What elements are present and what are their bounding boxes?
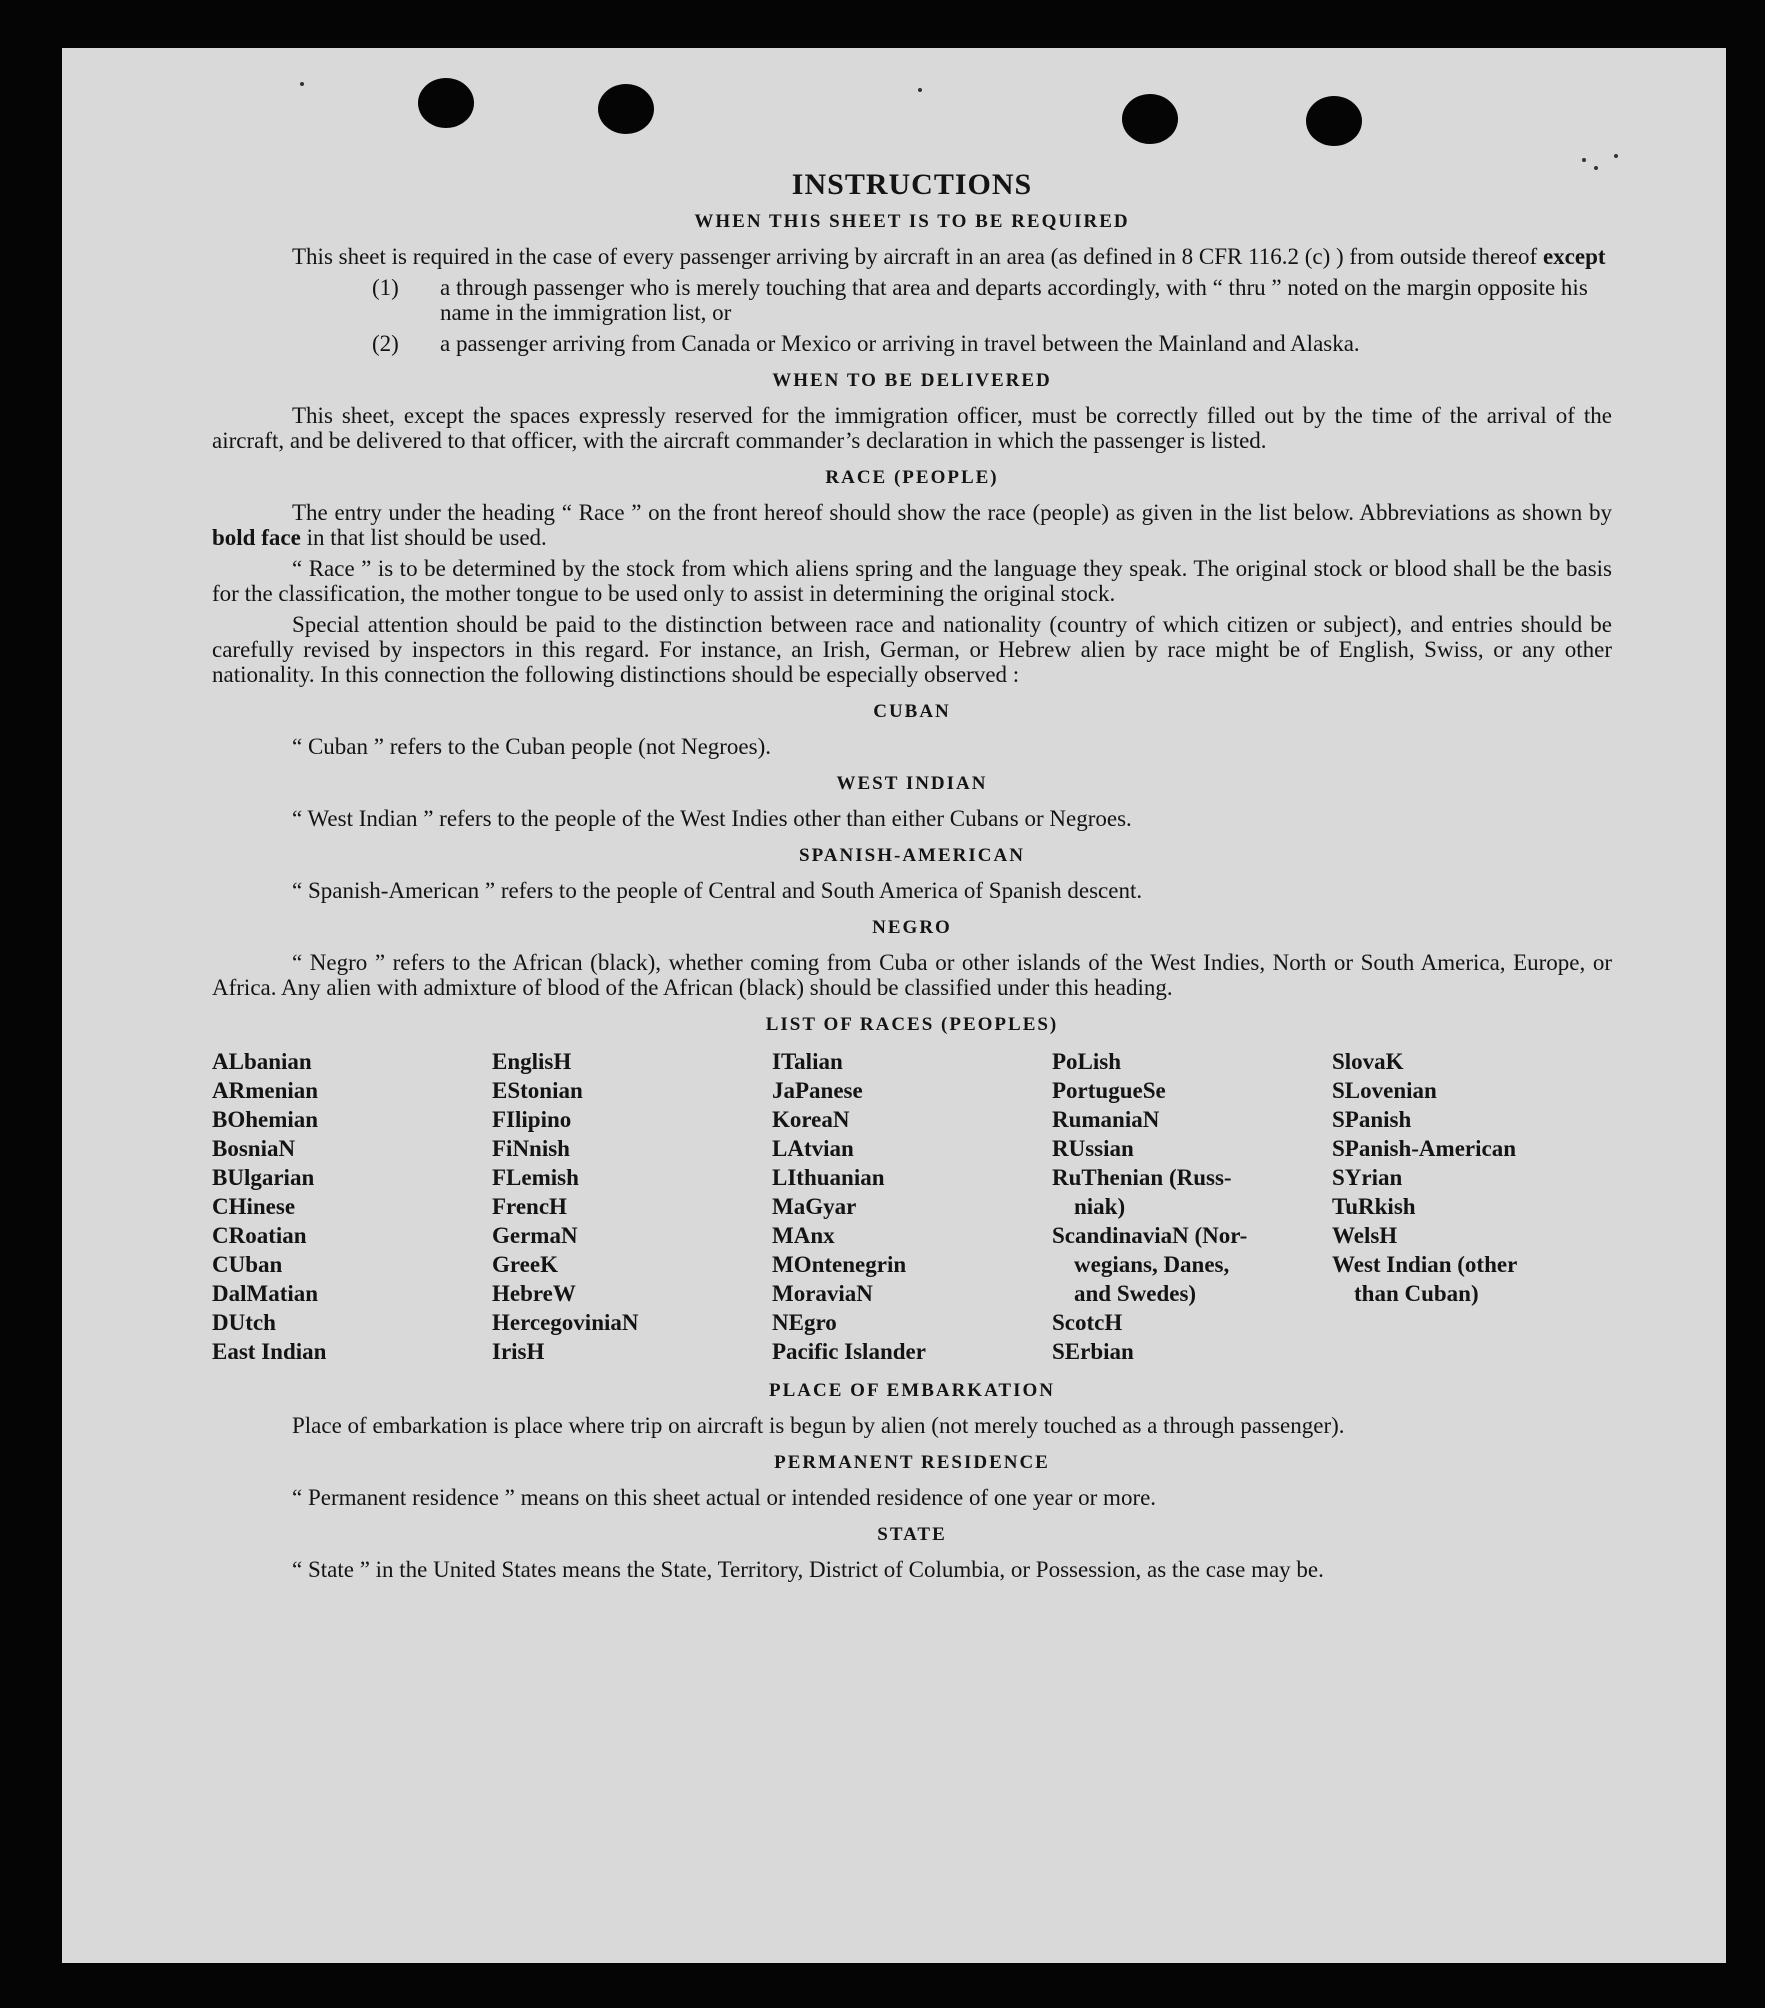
race-entry: ScandinaviaN (Nor- (1052, 1223, 1248, 1248)
race-entry: TuRkish (1332, 1194, 1416, 1219)
race-entry: EStonian (492, 1078, 583, 1103)
race-entry: CUban (212, 1252, 283, 1277)
race-entry: West Indian (other (1332, 1252, 1518, 1277)
race-entry: CRoatian (212, 1223, 307, 1248)
punch-hole (1306, 96, 1362, 146)
west-indian-text: “ West Indian ” refers to the people of the West Indies other than either Cubans or Negroes. (292, 806, 1132, 831)
race-entry: BUlgarian (212, 1165, 315, 1190)
exception-item: (2) a passenger arriving from Canada or Mexico or arriving in travel between the Mainland and Alaska. (372, 331, 1360, 356)
heading-embarkation: PLACE OF EMBARKATION (769, 1380, 1055, 1401)
delivered-text: This sheet, except the spaces expressly reserved for the immigration officer, must be correctly filled out by the time of the arrival of the aircraft, and be delivered to that officer, with the aircraft commander’s declaration in which the passenger is listed. (212, 403, 1612, 453)
document-page (62, 48, 1726, 1963)
race-entry: Pacific Islander (772, 1339, 926, 1364)
race-entry: MaGyar (772, 1194, 857, 1219)
race-entry-continued: wegians, Danes, (1074, 1252, 1230, 1277)
race-entry: SLovenian (1332, 1078, 1437, 1103)
race-entry: SYrian (1332, 1165, 1403, 1190)
heading-required: WHEN THIS SHEET IS TO BE REQUIRED (694, 211, 1130, 232)
race-entry: SPanish-American (1332, 1136, 1516, 1161)
race-paragraph-2: “ Race ” is to be determined by the stock from which aliens spring and the language they speak. The original stock or blood shall be the basis for the classification, the mother tongue to be used only to assist in determining the original stock. (212, 556, 1612, 606)
heading-negro: NEGRO (872, 917, 952, 938)
race-entry: DalMatian (212, 1281, 319, 1306)
race-paragraph-3: Special attention should be paid to the distinction between race and nationality (country of which citizen or subject), and entries should be carefully revised by inspectors in this regard. For instance, an Irish, German, or Hebrew alien by race might be of English, Swiss, or any other nationality. In this connection the following distinctions should be especially observed : (212, 612, 1612, 687)
heading-spanish-american: SPANISH-AMERICAN (799, 845, 1025, 866)
race-entry: PoLish (1052, 1049, 1122, 1074)
speck (918, 88, 922, 92)
race-entry: HercegoviniaN (492, 1310, 639, 1335)
heading-state: STATE (877, 1524, 947, 1545)
races-column-1 (212, 1047, 492, 1366)
race-entry: MAnx (772, 1223, 835, 1248)
race-entry: RumaniaN (1052, 1107, 1160, 1132)
race-entry: LIthuanian (772, 1165, 885, 1190)
races-column-2 (492, 1047, 772, 1366)
spanish-american-text: “ Spanish-American ” refers to the people of Central and South America of Spanish descent. (292, 878, 1143, 903)
race-entry: FiNnish (492, 1136, 570, 1161)
race-entry: KoreaN (772, 1107, 850, 1132)
negro-text: “ Negro ” refers to the African (black), whether coming from Cuba or other islands of the West Indies, North or South America, Europe, or Africa. Any alien with admixture of blood of the African (black) should be classified under this heading. (212, 950, 1612, 1000)
race-entry: EnglisH (492, 1049, 572, 1074)
race-entry: ARmenian (212, 1078, 319, 1103)
punch-hole (1122, 94, 1178, 144)
heading-cuban: CUBAN (873, 701, 951, 722)
race-entry: GermaN (492, 1223, 578, 1248)
race-entry: MoraviaN (772, 1281, 873, 1306)
race-paragraph-1: The entry under the heading “ Race ” on the front hereof should show the race (people) as given in the list below. Abbreviations as shown by bold face in that list should be used. (212, 500, 1612, 550)
races-column-5 (1332, 1047, 1612, 1366)
race-entry: JaPanese (772, 1078, 863, 1103)
race-entry: SErbian (1052, 1339, 1134, 1364)
race-entry: FIlipino (492, 1107, 572, 1132)
races-column-4 (1052, 1047, 1332, 1366)
instructions-body (212, 168, 1612, 1588)
race-entry: IrisH (492, 1339, 545, 1364)
speck (1582, 158, 1586, 162)
cuban-text: “ Cuban ” refers to the Cuban people (not Negroes). (292, 734, 772, 759)
residence-text: “ Permanent residence ” means on this sheet actual or intended residence of one year or more. (292, 1485, 1157, 1510)
speck (300, 82, 304, 86)
race-entry: RuThenian (Russ- (1052, 1165, 1232, 1190)
race-entry: SPanish (1332, 1107, 1412, 1132)
races-column-3 (772, 1047, 1052, 1366)
race-entry-continued: niak) (1074, 1194, 1126, 1219)
race-entry: WelsH (1332, 1223, 1398, 1248)
punch-hole (598, 84, 654, 134)
race-entry: NEgro (772, 1310, 837, 1335)
race-entry: GreeK (492, 1252, 558, 1277)
race-entry: PortugueSe (1052, 1078, 1166, 1103)
speck (1614, 154, 1618, 158)
race-entry: RUssian (1052, 1136, 1134, 1161)
heading-list-of-races: LIST OF RACES (PEOPLES) (765, 1014, 1059, 1035)
exception-item: (1) a through passenger who is merely touching that area and departs accordingly, with “ thru ” noted on the margin opposite his name in the immigration list, or (372, 275, 1588, 325)
race-entry: HebreW (492, 1281, 576, 1306)
races-table (212, 1047, 1612, 1366)
race-entry: SlovaK (1332, 1049, 1404, 1074)
race-entry-continued: than Cuban) (1354, 1281, 1479, 1306)
heading-west-indian: WEST INDIAN (836, 773, 988, 794)
heading-permanent-residence: PERMANENT RESIDENCE (774, 1452, 1050, 1473)
race-entry: DUtch (212, 1310, 276, 1335)
punch-hole (418, 78, 474, 128)
race-entry: CHinese (212, 1194, 296, 1219)
race-entry: BOhemian (212, 1107, 319, 1132)
required-intro: This sheet is required in the case of every passenger arriving by aircraft in an area (as defined in 8 CFR 116.2 (c) ) from outside thereof except (292, 244, 1606, 269)
embarkation-text: Place of embarkation is place where trip on aircraft is begun by alien (not merely touched as a through passenger). (292, 1413, 1345, 1438)
race-entry: ITalian (772, 1049, 843, 1074)
heading-race: RACE (PEOPLE) (825, 467, 999, 488)
race-entry: ScotcH (1052, 1310, 1123, 1335)
heading-delivered: WHEN TO BE DELIVERED (772, 370, 1052, 391)
speck (1594, 166, 1598, 170)
race-entry: BosniaN (212, 1136, 296, 1161)
race-entry: FLemish (492, 1165, 579, 1190)
race-entry: ALbanian (212, 1049, 312, 1074)
state-text: “ State ” in the United States means the State, Territory, District of Columbia, or Possession, as the case may be. (292, 1557, 1324, 1582)
race-entry: LAtvian (772, 1136, 854, 1161)
page-title: INSTRUCTIONS (791, 168, 1033, 201)
race-entry: MOntenegrin (772, 1252, 907, 1277)
race-entry: FrencH (492, 1194, 567, 1219)
race-entry: East Indian (212, 1339, 327, 1364)
race-entry-continued: and Swedes) (1074, 1281, 1197, 1306)
